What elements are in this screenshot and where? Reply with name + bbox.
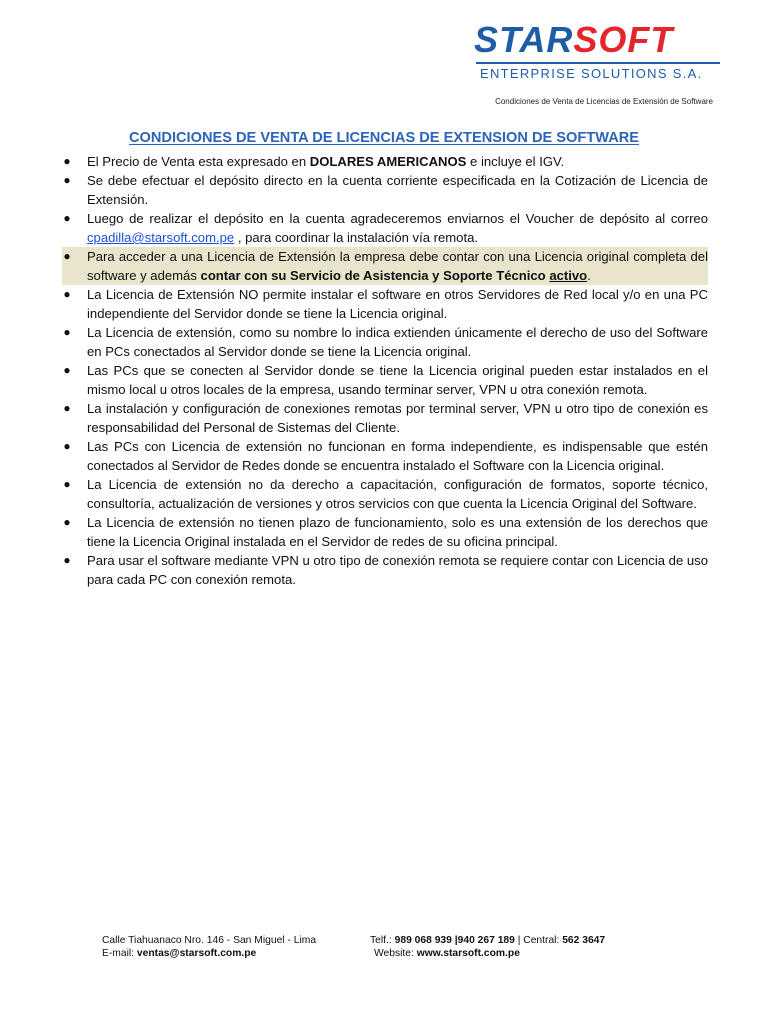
item-text: , para coordinar la instalación vía remota. — [234, 230, 479, 245]
condition-item — [62, 551, 708, 589]
item-text: Las PCs que se conecten al Servidor donde se tiene la Licencia original pueden estar instalados en el mismo local u otros locales de la empresa, usando terminar server, VPN u otra conexión remota. — [87, 363, 708, 397]
logo-subtitle: ENTERPRISE SOLUTIONS S.A. — [480, 66, 703, 81]
condition-item — [62, 437, 708, 475]
logo-word-soft: SOFT — [573, 19, 674, 60]
item-text: Para acceder a una Licencia de Extensión la empresa debe contar con una Licencia original completa del software y además — [87, 249, 708, 283]
footer-email: ventas@starsoft.com.pe — [136, 948, 257, 959]
bullet-icon: ● — [63, 287, 71, 301]
footer-phones — [370, 934, 605, 947]
condition-item — [62, 285, 708, 323]
condition-item — [62, 475, 708, 513]
footer-website-block — [374, 947, 520, 960]
email-link[interactable]: cpadilla@starsoft.com.pe — [87, 230, 235, 245]
item-text: La Licencia de extensión no da derecho a capacitación, configuración de formatos, soporte técnico, consultoría, actualización de versiones y otros servicios con que cuenta la Licencia Original del Software. — [87, 477, 708, 511]
item-text: La Licencia de Extensión NO permite instalar el software en otros Servidores de Red local y/o en una PC independiente del Servidor donde se tiene la Licencia original. — [87, 287, 708, 321]
bullet-icon: ● — [63, 154, 71, 168]
footer-address: Calle Tiahuanaco Nro. 146 - San Miguel - Lima — [102, 935, 317, 946]
logo-word-star: STAR — [474, 19, 574, 60]
footer-tel-label: Telf.: — [370, 935, 395, 946]
item-text: La Licencia de extensión no tienen plazo de funcionamiento, solo es una extensión de los derechos que tiene la Licencia Original instalada en el Servidor de redes de su oficina principal. — [87, 515, 708, 549]
condition-item — [62, 171, 708, 209]
condition-item-highlighted — [62, 247, 708, 285]
logo-divider — [476, 62, 720, 64]
bullet-icon: ● — [63, 401, 71, 415]
condition-item — [62, 399, 708, 437]
conditions-list — [62, 152, 708, 589]
bullet-icon: ● — [63, 249, 71, 263]
item-text: La instalación y configuración de conexiones remotas por terminal server, VPN u otro tipo de conexión es responsabilidad del Personal de Sistemas del Cliente. — [87, 401, 708, 435]
item-text: Las PCs con Licencia de extensión no funcionan en forma independiente, es indispensable que estén conectados al Servidor de Redes donde se encuentra instalado el Software con la Licencia original. — [87, 439, 708, 473]
item-text: Para usar el software mediante VPN u otro tipo de conexión remota se requiere contar con Licencia de uso para cada PC con conexión remota. — [87, 553, 708, 587]
footer-website: www.starsoft.com.pe — [416, 948, 520, 959]
footer-tel-numbers: 989 068 939 |940 267 189 — [394, 935, 515, 946]
item-text: El Precio de Venta esta expresado en — [87, 154, 310, 169]
item-bold-text: DOLARES AMERICANOS — [309, 154, 467, 169]
item-text: . — [587, 268, 591, 283]
page-footer — [102, 934, 606, 960]
bullet-icon: ● — [63, 173, 71, 187]
header-note: Condiciones de Venta de Licencias de Extensión de Software — [495, 97, 713, 106]
item-text: e incluye el IGV. — [466, 154, 565, 169]
document-title: CONDICIONES DE VENTA DE LICENCIAS DE EXTENSION DE SOFTWARE — [128, 130, 640, 146]
bullet-icon: ● — [63, 325, 71, 339]
footer-website-label: Website: — [374, 948, 417, 959]
condition-item — [62, 209, 708, 247]
condition-item — [62, 152, 708, 171]
bullet-icon: ● — [63, 553, 71, 567]
footer-central-number: 562 3647 — [562, 935, 606, 946]
company-logo — [472, 19, 728, 82]
item-text: La Licencia de extensión, como su nombre lo indica extienden únicamente el derecho de uso del Software en PCs conectados al Servidor donde se tiene la Licencia original. — [87, 325, 708, 359]
footer-row-2 — [102, 947, 520, 960]
item-text: Luego de realizar el depósito en la cuenta agradeceremos enviarnos el Voucher de depósito al correo — [87, 211, 708, 226]
condition-item — [62, 513, 708, 551]
condition-item — [62, 323, 708, 361]
bullet-icon: ● — [63, 363, 71, 377]
condition-item — [62, 361, 708, 399]
logo-wordmark — [474, 19, 674, 60]
item-text: Se debe efectuar el depósito directo en la cuenta corriente especificada en la Cotización de Licencia de Extensión. — [87, 173, 708, 207]
item-bold-underlined-text: activo — [549, 268, 588, 283]
footer-central-label: | Central: — [514, 935, 563, 946]
bullet-icon: ● — [63, 439, 71, 453]
bullet-icon: ● — [63, 211, 71, 225]
footer-row-1 — [102, 934, 606, 947]
item-bold-text: contar con su Servicio de Asistencia y Soporte Técnico — [200, 268, 550, 283]
footer-email-label: E-mail: — [102, 948, 137, 959]
bullet-icon: ● — [63, 515, 71, 529]
bullet-icon: ● — [63, 477, 71, 491]
